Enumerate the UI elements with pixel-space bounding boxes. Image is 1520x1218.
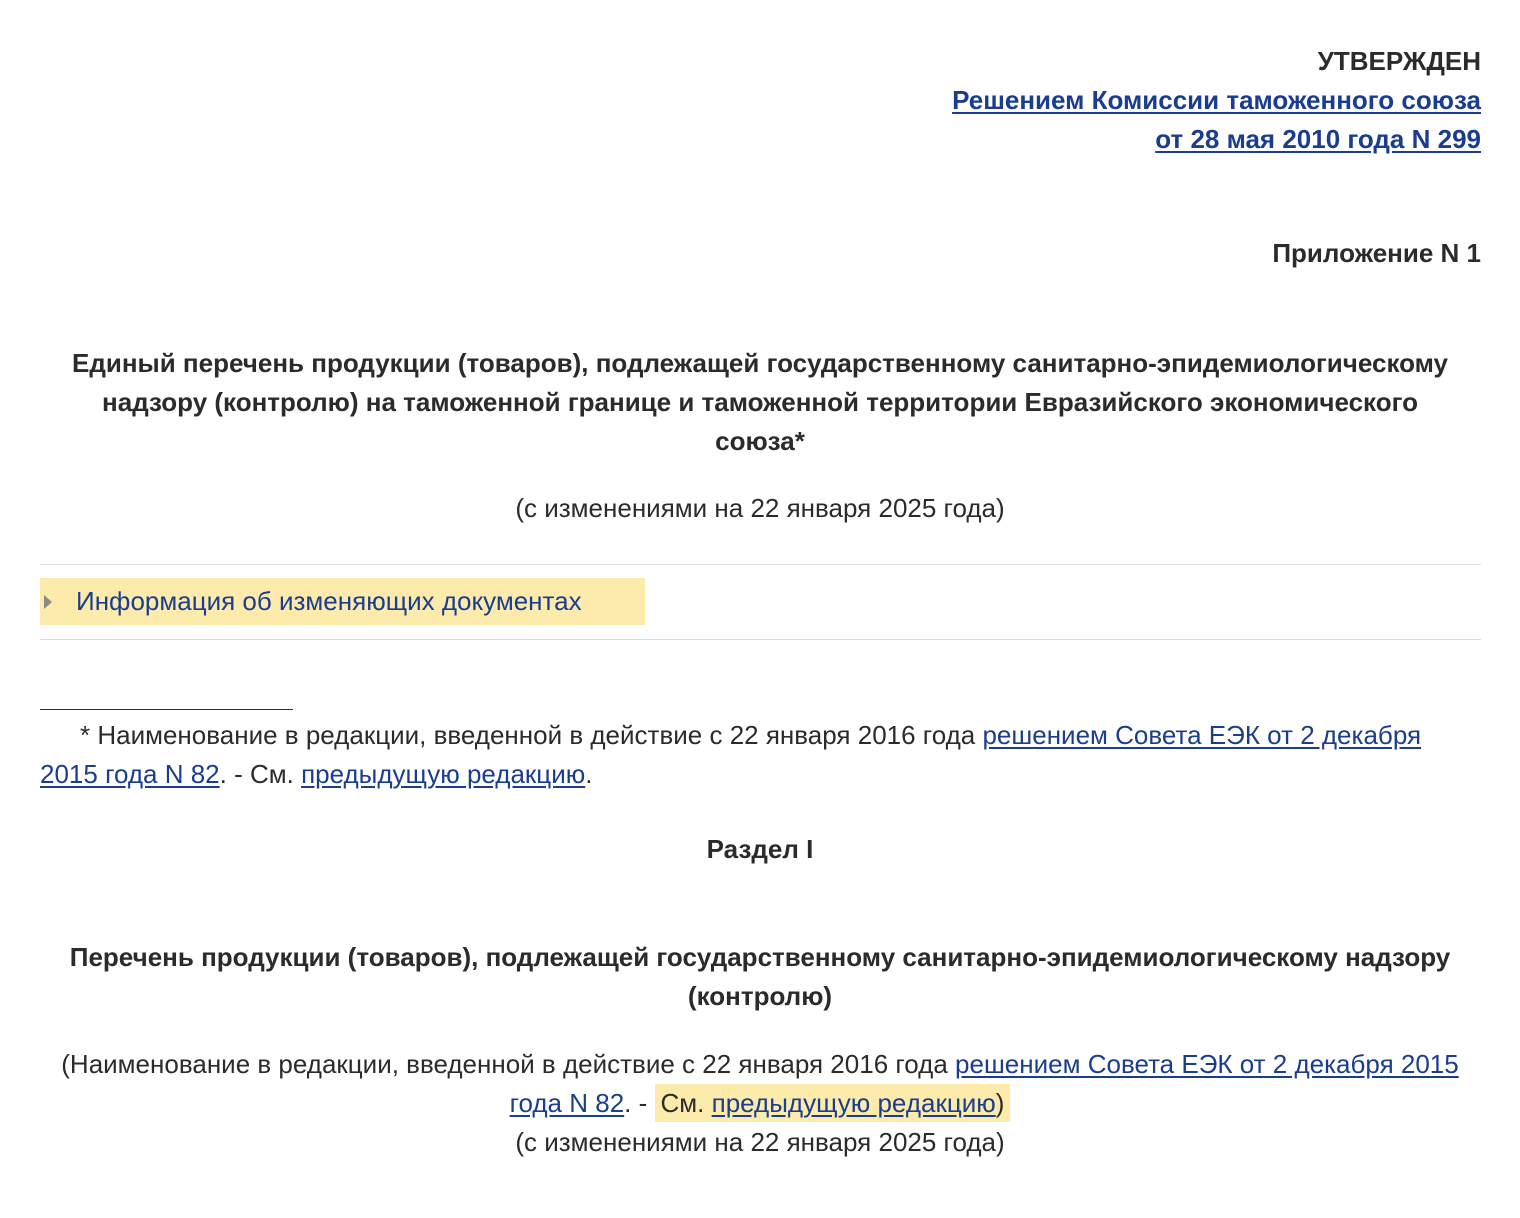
approval-block: [952, 42, 1481, 159]
section-title: Перечень продукции (товаров), подлежащей государственному санитарно-эпидемиологическому надзору (контролю): [69, 942, 1451, 1011]
section-note: [40, 1045, 1480, 1162]
section-note-text: (Наименование в редакции, введенной в действие с 22 января 2016 года: [61, 1049, 956, 1079]
divider-top: [40, 564, 1481, 565]
expand-triangle-icon[interactable]: [44, 595, 52, 609]
document-title: Единый перечень продукции (товаров), подлежащей государственному санитарно-эпидемиологическому надзору (контролю) на таможенной границе и таможенной территории Евразийского экономического союза*: [71, 348, 1449, 456]
section-label: Раздел I: [706, 834, 814, 864]
approved-label: УТВЕРЖДЕН: [1317, 46, 1481, 76]
footnote-text: * Наименование в редакции, введенной в действие с 22 января 2016 года: [80, 720, 983, 750]
footnote: [40, 716, 1450, 794]
info-toggle-label[interactable]: Информация об изменяющих документах: [76, 586, 582, 616]
footnote-text-middle: . - См.: [219, 759, 302, 789]
section-note-middle: . -: [624, 1088, 655, 1118]
section-see-text: См.: [660, 1088, 712, 1118]
section-previous-edition-link[interactable]: предыдущую редакцию: [711, 1088, 996, 1118]
footnote-text-end: .: [585, 759, 593, 789]
footnote-decision-link[interactable]: решением Совета ЕЭК от 2 декабря 2015 года N 82: [40, 720, 1422, 789]
section-changes-date: (с изменениями на 22 января 2025 года): [515, 1127, 1005, 1157]
decision-link-line1[interactable]: Решением Комиссии таможенного союза: [952, 85, 1481, 115]
section-decision-link[interactable]: решением Совета ЕЭК от 2 декабря 2015 года N 82: [509, 1049, 1459, 1118]
footnote-previous-edition-link[interactable]: предыдущую редакцию: [301, 759, 586, 789]
info-changing-documents-toggle[interactable]: [40, 578, 645, 625]
decision-link-line2[interactable]: от 28 мая 2010 года N 299: [1155, 124, 1481, 154]
divider-bottom: [40, 639, 1481, 640]
appendix-label: Приложение N 1: [1272, 238, 1481, 268]
footnote-separator: [40, 709, 293, 710]
document-changes-date: (с изменениями на 22 января 2025 года): [515, 493, 1005, 523]
section-note-close: ): [995, 1088, 1005, 1118]
section-previous-edition-highlight: [655, 1084, 1011, 1122]
